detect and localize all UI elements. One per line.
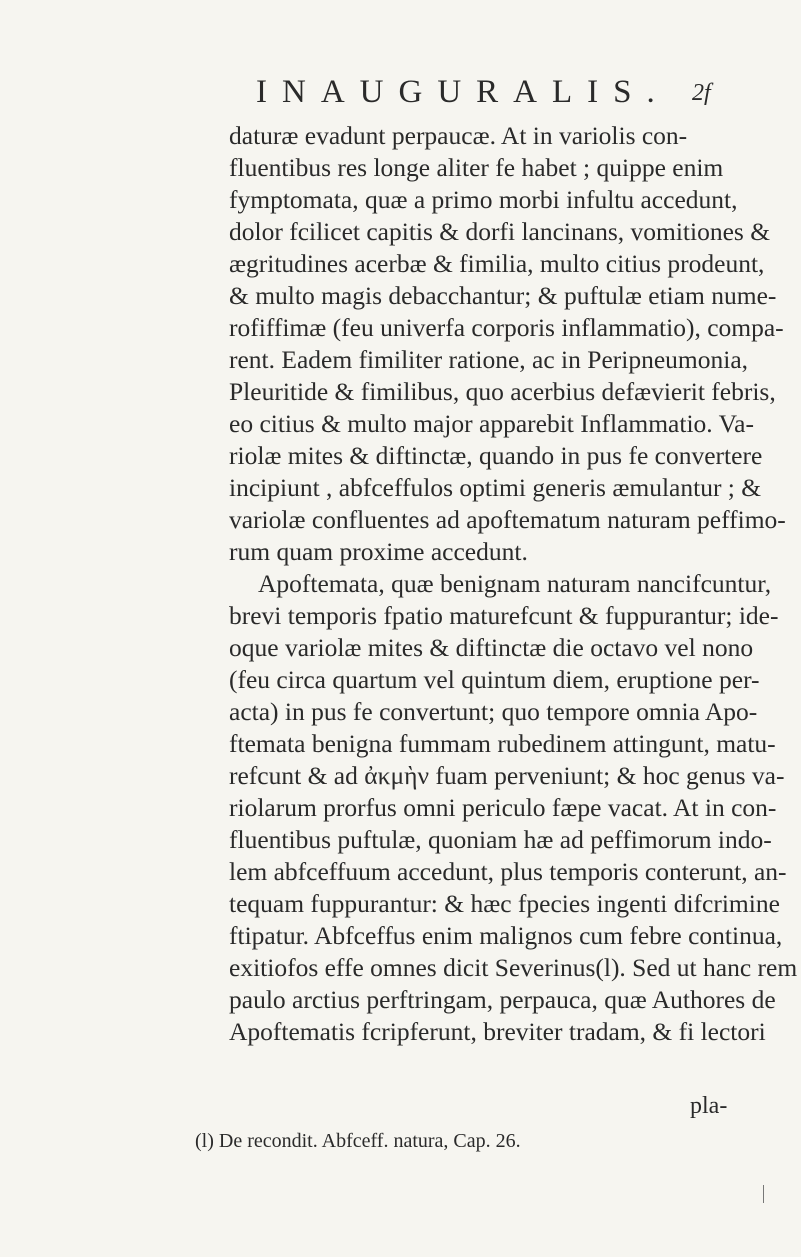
text-line: rent. Eadem fimiliter ratione, ac in Peripneumonia, <box>229 345 749 374</box>
text-line: daturæ evadunt perpaucæ. At in variolis con- <box>229 121 688 150</box>
text-line: lem abfceffuum accedunt, plus temporis conterunt, an- <box>229 857 787 886</box>
text-line: riolarum prorfus omni periculo fæpe vacat. At in con- <box>229 793 777 822</box>
text-line: Apoftemata, quæ benignam naturam nancifcuntur, <box>258 569 772 598</box>
text-line: ægritudines acerbæ & fimilia, multo citius prodeunt, <box>229 249 765 278</box>
text-line: eo citius & multo major apparebit Inflammatio. Va- <box>229 409 754 438</box>
text-line: paulo arctius perftringam, perpauca, quæ Authores de <box>229 985 776 1014</box>
text-line: refcunt & ad ἀκμὴν fuam perveniunt; & hoc genus va- <box>229 761 785 790</box>
margin-mark <box>763 1185 770 1203</box>
text-line: fluentibus puftulæ, quoniam hæ ad peffimorum indo- <box>229 825 772 854</box>
text-line: ftipatur. Abfceffus enim malignos cum febre continua, <box>229 921 783 950</box>
text-line: brevi temporis fpatio maturefcunt & fuppurantur; ide- <box>229 601 779 630</box>
text-line: Pleuritide & fimilibus, quo acerbius defævierit febris, <box>229 377 776 406</box>
text-line: tequam fuppurantur: & hæc fpecies ingenti difcrimine <box>229 889 780 918</box>
text-line: riolæ mites & diftinctæ, quando in pus fe convertere <box>229 441 763 470</box>
footnote: (l) De recondit. Abfceff. natura, Cap. 26. <box>195 1130 521 1152</box>
text-line: (feu circa quartum vel quintum diem, eruptione per- <box>229 665 760 694</box>
text-line: ftemata benigna fummam rubedinem attingunt, matu- <box>229 729 776 758</box>
text-line: variolæ confluentes ad apoftematum naturam peffimo- <box>229 505 786 534</box>
text-line: incipiunt , abfceffulos optimi generis æmulantur ; & <box>229 473 762 502</box>
text-line: fymptomata, quæ a primo morbi infultu accedunt, <box>229 185 738 214</box>
text-line: rum quam proxime accedunt. <box>229 537 528 566</box>
text-line: rofiffimæ (feu univerfa corporis inflammatio), compa- <box>229 313 784 342</box>
text-line: & multo magis debacchantur; & puftulæ etiam nume- <box>229 281 777 310</box>
text-line: acta) in pus fe convertunt; quo tempore omnia Apo- <box>229 697 758 726</box>
text-line: Apoftematis fcripferunt, breviter tradam, & fi lectori <box>229 1017 766 1046</box>
text-line: dolor fcilicet capitis & dorfi lancinans, vomitiones & <box>229 217 771 246</box>
text-line: fluentibus res longe aliter fe habet ; quippe enim <box>229 153 724 182</box>
text-line: exitiofos effe omnes dicit Severinus(l). Sed ut hanc rem <box>229 953 798 982</box>
page-number: 2f <box>692 80 711 106</box>
text-line: oque variolæ mites & diftinctæ die octavo vel nono <box>229 633 754 662</box>
catchword: pla- <box>690 1093 728 1119</box>
running-head: INAUGURALIS. <box>256 74 670 110</box>
